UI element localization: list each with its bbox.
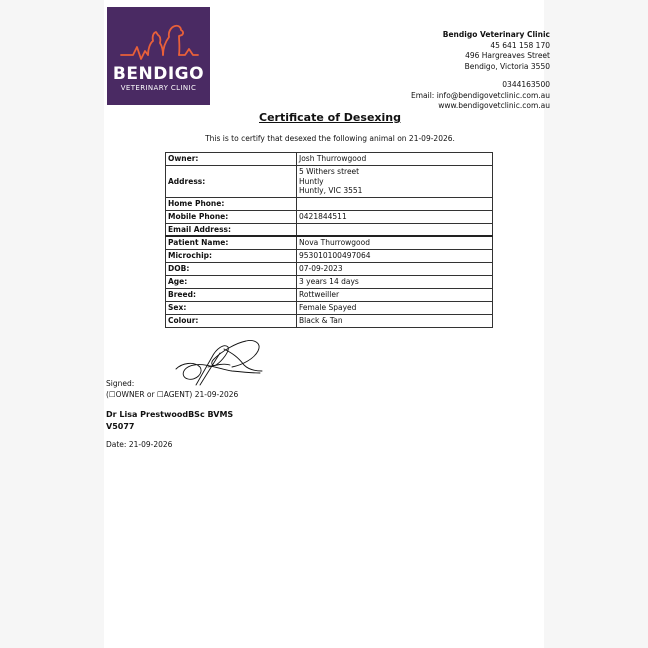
clinic-name: Bendigo Veterinary Clinic <box>442 30 550 39</box>
mobile-phone-label: Mobile Phone: <box>166 210 297 223</box>
colour-label: Colour: <box>166 314 297 327</box>
table-row <box>166 197 493 210</box>
pet-heartbeat-icon <box>119 19 199 63</box>
sex-label: Sex: <box>166 301 297 314</box>
table-row <box>166 275 493 288</box>
vet-registration: V5077 <box>106 422 135 431</box>
clinic-website: www.bendigovetclinic.com.au <box>438 101 550 110</box>
address-line: Huntly <box>299 176 324 186</box>
home-phone-value <box>297 197 493 210</box>
email-address-label: Email Address: <box>166 223 297 236</box>
signed-label: Signed: <box>106 379 135 388</box>
signed-role-date: (☐OWNER or ☐AGENT) 21-09-2026 <box>106 389 239 399</box>
certificate-title: Certificate of Desexing <box>259 111 401 124</box>
dob-label: DOB: <box>166 262 297 275</box>
colour-value: Black & Tan <box>297 314 493 327</box>
clinic-abn: 45 641 158 170 <box>490 40 550 50</box>
table-row <box>166 210 493 223</box>
clinic-street: 496 Hargreaves Street <box>465 51 550 60</box>
vet-name: Dr Lisa PrestwoodBSc BVMS <box>106 410 234 419</box>
signature-block <box>106 379 238 400</box>
logo-wordmark: BENDIGO <box>112 64 205 84</box>
mobile-phone-value: 0421844511 <box>297 210 493 223</box>
vet-details <box>106 409 233 433</box>
dob-value: 07-09-2023 <box>297 262 493 275</box>
table-row <box>166 288 493 301</box>
sex-value: Female Spayed <box>297 301 493 314</box>
clinic-phone: 0344163500 <box>502 80 550 89</box>
owner-label: Owner: <box>166 153 297 166</box>
address-line: 5 Withers street <box>299 167 360 176</box>
clinic-city: Bendigo, Victoria 3550 <box>464 61 550 71</box>
breed-label: Breed: <box>166 288 297 301</box>
age-label: Age: <box>166 275 297 288</box>
table-row <box>166 236 493 249</box>
certificate-date: Date: 21-09-2026 <box>106 440 173 449</box>
home-phone-label: Home Phone: <box>166 197 297 210</box>
table-row <box>166 314 493 327</box>
patient-name-value: Nova Thurrowgood <box>297 236 493 249</box>
table-row <box>166 166 493 198</box>
table-row <box>166 262 493 275</box>
email-address-value <box>297 223 493 236</box>
logo-subtitle: VETERINARY CLINIC <box>120 84 197 92</box>
certificate-page <box>104 0 550 648</box>
table-row <box>166 153 493 166</box>
animal-details-table <box>165 152 493 328</box>
table-row <box>166 249 493 262</box>
microchip-label: Microchip: <box>166 249 297 262</box>
owner-value: Josh Thurrowgood <box>297 153 493 166</box>
clinic-contact-block <box>390 30 550 112</box>
table-row <box>166 301 493 314</box>
address-value <box>297 166 493 198</box>
breed-value: Rottweiller <box>297 288 493 301</box>
table-row <box>166 223 493 236</box>
clinic-logo <box>107 7 210 105</box>
patient-name-label: Patient Name: <box>166 236 297 249</box>
certificate-intro: This is to certify that desexed the following animal on 21-09-2026. <box>205 134 455 143</box>
clinic-email: Email: info@bendigovetclinic.com.au <box>411 90 550 100</box>
address-label: Address: <box>166 166 297 198</box>
address-line: Huntly, VIC 3551 <box>299 186 363 195</box>
microchip-value: 953010100497064 <box>297 249 493 262</box>
age-value: 3 years 14 days <box>297 275 493 288</box>
